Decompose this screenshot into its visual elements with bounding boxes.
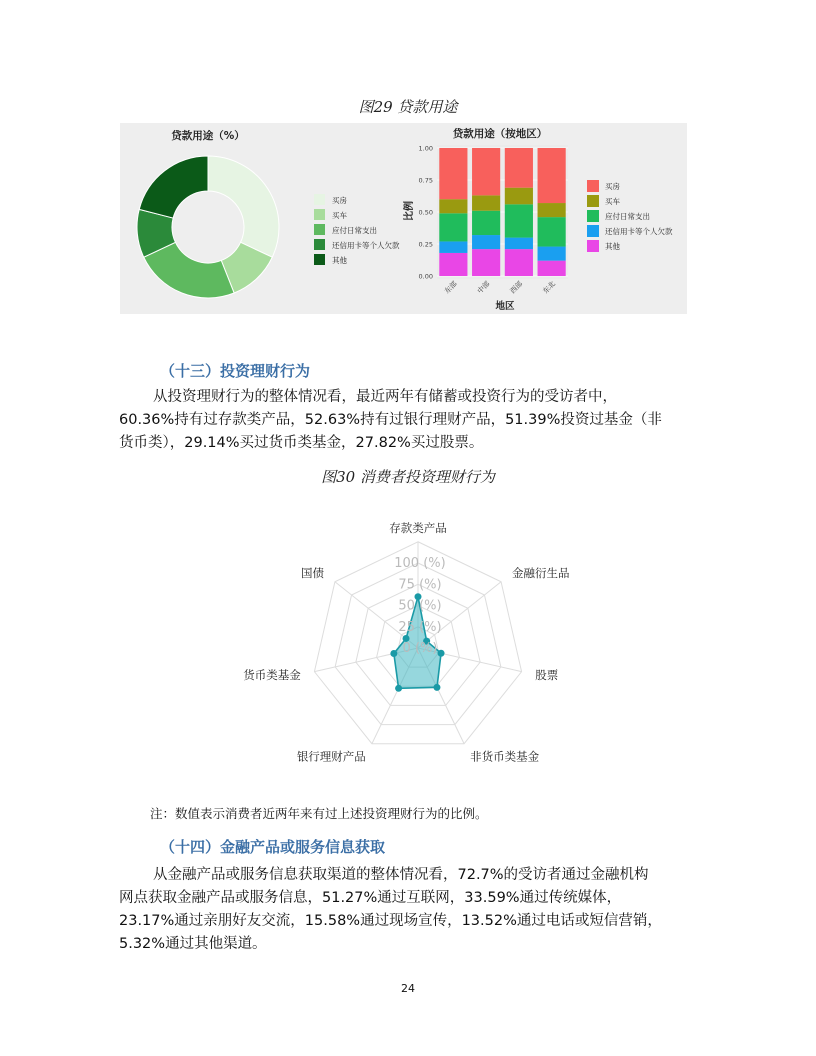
radar-point (433, 684, 440, 691)
radar-tick-label: 50 (%) (398, 598, 442, 614)
radar-tick-label: 75 (%) (398, 577, 442, 593)
stacked-bar-segment (505, 249, 533, 276)
stacked-legend-label: 买房 (605, 182, 620, 191)
stacked-bar-segment (472, 249, 500, 276)
section14-line-1: 从金融产品或服务信息获取渠道的整体情况看，72.7%的受访者通过金融机构 (153, 867, 649, 883)
figure30-note: 注：数值表示消费者近两年来有过上述投资理财行为的比例。 (150, 806, 488, 821)
radar-axis-label: 银行理财产品 (296, 749, 366, 764)
stacked-bar-segment (538, 247, 566, 261)
radar-chart (243, 520, 570, 780)
donut-legend-swatch (314, 224, 325, 235)
stacked-bar-segment (472, 148, 500, 195)
donut-legend-swatch (314, 209, 325, 220)
donut-legend-label: 还信用卡等个人欠款 (332, 241, 400, 250)
section13-paragraph (119, 386, 704, 455)
section14-line-4: 5.32%通过其他渠道。 (119, 936, 267, 952)
stacked-legend-swatch (587, 225, 599, 237)
section13-heading: （十三）投资理财行为 (160, 362, 311, 380)
stacked-xtick: 东部 (443, 279, 459, 296)
radar-axis-label: 非货币类基金 (470, 749, 540, 764)
section14-line-3: 23.17%通过亲朋好友交流，15.58%通过现场宣传，13.52%通过电话或短信营销， (119, 913, 662, 929)
donut-legend (314, 194, 400, 265)
stacked-bar-segment (505, 148, 533, 188)
figure30-caption: 图30 消费者投资理财行为 (321, 468, 495, 486)
stacked-ytick: 0.25 (418, 240, 433, 249)
stacked-legend-label: 买车 (605, 197, 620, 206)
stacked-bar-segment (439, 199, 467, 213)
stacked-bar-segment (505, 204, 533, 237)
donut-chart (137, 156, 279, 298)
stacked-ytick: 1.00 (418, 144, 433, 153)
stacked-ylabel: 比例 (404, 201, 415, 221)
stacked-ytick: 0.50 (418, 208, 433, 217)
stacked-ytick: 0.00 (418, 272, 433, 281)
stacked-bar-chart (419, 145, 568, 296)
radar-axis-label: 国债 (300, 566, 324, 581)
stacked-legend-label: 还信用卡等个人欠款 (605, 227, 673, 236)
donut-legend-swatch (314, 254, 325, 265)
donut-legend-label: 应付日常支出 (332, 226, 377, 235)
stacked-bar-segment (439, 241, 467, 253)
stacked-legend-swatch (587, 195, 599, 207)
radar-point (395, 685, 402, 692)
stacked-bar-segment (472, 195, 500, 210)
radar-tick-label: 25 (%) (398, 619, 442, 635)
stacked-legend-swatch (587, 210, 599, 222)
donut-legend-label: 其他 (332, 256, 347, 265)
donut-legend-swatch (314, 239, 325, 250)
stacked-bar-segment (505, 238, 533, 250)
stacked-ytick: 0.75 (418, 176, 433, 185)
stacked-bar-segment (505, 188, 533, 205)
stacked-title: 贷款用途（按地区） (452, 128, 548, 140)
stacked-xlabel: 地区 (495, 301, 515, 312)
figure29-caption: 图29 贷款用途 (358, 98, 458, 116)
donut-title: 贷款用途（%） (171, 130, 245, 142)
stacked-bar-segment (538, 261, 566, 276)
donut-legend-swatch (314, 194, 325, 205)
radar-axis-label: 存款类产品 (389, 520, 447, 535)
section14-heading: （十四）金融产品或服务信息获取 (160, 838, 386, 856)
stacked-legend-swatch (587, 180, 599, 192)
radar-axis-label: 股票 (535, 667, 559, 682)
stacked-legend (587, 180, 673, 252)
stacked-bar-segment (472, 211, 500, 235)
donut-slice-5 (139, 156, 208, 218)
stacked-bar-segment (439, 213, 467, 241)
section14-paragraph (119, 864, 704, 956)
stacked-xtick: 西部 (508, 279, 525, 296)
figure29-svg (120, 123, 687, 314)
donut-slice-1 (208, 156, 279, 257)
radar-point (438, 650, 445, 657)
stacked-bar-segment (538, 217, 566, 246)
stacked-bar-segment (538, 148, 566, 203)
stacked-legend-label: 应付日常支出 (605, 212, 650, 221)
stacked-bar-segment (472, 235, 500, 249)
radar-tick-label: 0 (%) (402, 641, 438, 656)
stacked-legend-label: 其他 (605, 242, 620, 251)
radar-axis-label: 金融衍生品 (512, 566, 570, 581)
stacked-bar-segment (538, 203, 566, 217)
stacked-bar-segment (439, 148, 467, 199)
stacked-legend-swatch (587, 240, 599, 252)
donut-legend-label: 买房 (332, 196, 347, 205)
radar-tick-label: 100 (%) (394, 556, 446, 571)
radar-panel (243, 520, 570, 780)
section14-line-2: 网点获取金融产品或服务信息，51.27%通过互联网，33.59%通过传统媒体， (119, 890, 622, 906)
section13-line-1: 从投资理财行为的整体情况看，最近两年有储蓄或投资行为的受访者中， (153, 389, 617, 405)
stacked-bar-segment (439, 253, 467, 276)
page-number: 24 (401, 982, 415, 995)
stacked-xtick: 东北 (541, 279, 558, 296)
radar-axis-label: 货币类基金 (243, 667, 301, 682)
section13-line-2: 60.36%持有过存款类产品，52.63%持有过银行理财产品，51.39%投资过基金（非 (119, 412, 662, 428)
donut-legend-label: 买车 (332, 211, 347, 220)
stacked-xtick: 中部 (475, 279, 492, 296)
radar-point (390, 650, 397, 657)
figure29-panel (120, 123, 687, 314)
section13-line-3: 货币类），29.14%买过货币类基金，27.82%买过股票。 (119, 435, 484, 451)
